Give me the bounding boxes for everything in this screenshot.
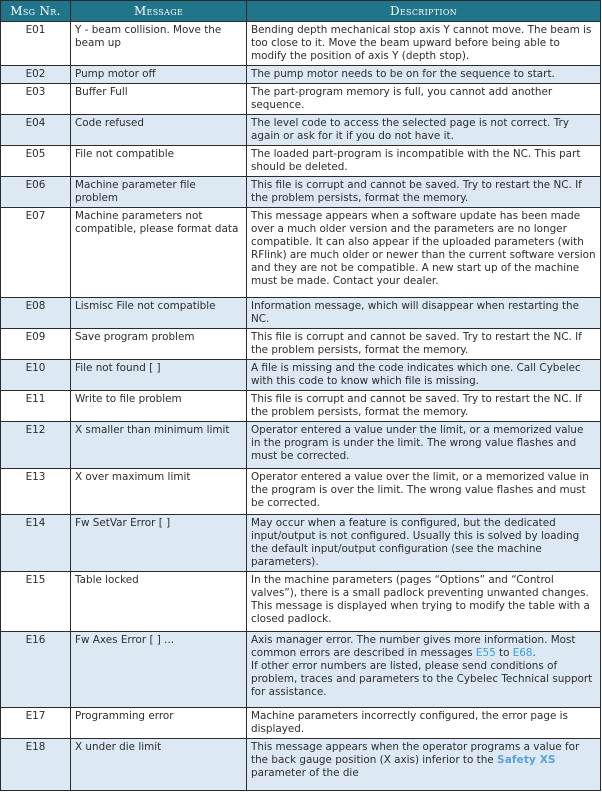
- row-code: E12: [1, 422, 71, 469]
- row-description: Information message, which will disappear when restarting the NC.: [247, 298, 601, 329]
- row-description-text: If other error numbers are listed, please send conditions of problem, traces and parameters to the Cybelec Technical support for assistance.: [251, 660, 593, 698]
- row-code: E10: [1, 360, 71, 391]
- table-row: [1, 469, 601, 515]
- row-description: A file is missing and the code indicates which one. Call Cybelec with this code to know which file is missing.: [247, 360, 601, 391]
- row-message: X over maximum limit: [71, 469, 247, 515]
- row-message: Table locked: [71, 572, 247, 632]
- row-code: E15: [1, 572, 71, 632]
- row-description: Bending depth mechanical stop axis Y cannot move. The beam is too close to it. Move the beam upward before being able to modify the position of axis Y (depth stop).: [247, 22, 601, 66]
- row-message: Y - beam collision. Move the beam up: [71, 22, 247, 66]
- header-msg-nr: Msg Nr.: [1, 1, 71, 22]
- row-code: E04: [1, 115, 71, 146]
- row-code: E18: [1, 739, 71, 791]
- row-description-text: .: [532, 647, 536, 659]
- row-description: This file is corrupt and cannot be saved. Try to restart the NC. If the problem persists, format the memory.: [247, 329, 601, 360]
- table-row: [1, 115, 601, 146]
- row-message: File not found [ ]: [71, 360, 247, 391]
- row-message: Fw SetVar Error [ ]: [71, 515, 247, 572]
- row-description-text: Axis manager error. The number gives more information. Most common errors are described in messages: [251, 634, 576, 659]
- table-row: [1, 422, 601, 469]
- row-description-text: This message appears when the operator programs a value for the back gauge position (X axis) inferior to the: [251, 741, 580, 766]
- row-code: E09: [1, 329, 71, 360]
- row-code: E03: [1, 84, 71, 115]
- table-row: [1, 515, 601, 572]
- table-row: [1, 739, 601, 791]
- header-description: Description: [247, 1, 601, 22]
- row-message: Write to file problem: [71, 391, 247, 422]
- table-row: [1, 298, 601, 329]
- row-code: E13: [1, 469, 71, 515]
- row-message: Programming error: [71, 708, 247, 739]
- table-row: [1, 146, 601, 177]
- row-description: Operator entered a value under the limit, or a memorized value in the program is under the limit. The wrong value flashes and must be corrected.: [247, 422, 601, 469]
- row-code: E11: [1, 391, 71, 422]
- row-code: E05: [1, 146, 71, 177]
- table-row: [1, 22, 601, 66]
- table-row: [1, 177, 601, 208]
- row-message: X smaller than minimum limit: [71, 422, 247, 469]
- row-message: Fw Axes Error [ ] ...: [71, 632, 247, 708]
- table-row: [1, 84, 601, 115]
- row-code: E01: [1, 22, 71, 66]
- row-description-text: parameter of the die: [251, 767, 359, 779]
- row-code: E06: [1, 177, 71, 208]
- table-row: [1, 708, 601, 739]
- row-code: E02: [1, 66, 71, 84]
- row-code: E07: [1, 208, 71, 298]
- row-message: Machine parameter file problem: [71, 177, 247, 208]
- row-description: [247, 739, 601, 791]
- row-description: The level code to access the selected page is not correct. Try again or ask for it if you do not have it.: [247, 115, 601, 146]
- row-description: The part-program memory is full, you cannot add another sequence.: [247, 84, 601, 115]
- table-row: [1, 572, 601, 632]
- row-code: E17: [1, 708, 71, 739]
- row-message: X under die limit: [71, 739, 247, 791]
- row-description: [247, 632, 601, 708]
- link-e68[interactable]: E68: [512, 647, 533, 659]
- table-row: [1, 66, 601, 84]
- row-message: Buffer Full: [71, 84, 247, 115]
- row-message: Code refused: [71, 115, 247, 146]
- row-message: Machine parameters not compatible, please format data: [71, 208, 247, 298]
- row-description: The pump motor needs to be on for the sequence to start.: [247, 66, 601, 84]
- row-description: May occur when a feature is configured, but the dedicated input/output is not configured. Usually this is solved by loading the default input/output configuration (see the machine parameters).: [247, 515, 601, 572]
- row-description: In the machine parameters (pages “Options” and “Control valves”), there is a small padlock preventing unwanted changes. This message is displayed when trying to modify the table with a closed padlock.: [247, 572, 601, 632]
- table-row: [1, 360, 601, 391]
- table-row: [1, 391, 601, 422]
- header-message: Message: [71, 1, 247, 22]
- header-row: [1, 1, 601, 22]
- row-message: Lismisc File not compatible: [71, 298, 247, 329]
- row-message: Save program problem: [71, 329, 247, 360]
- table-row: [1, 632, 601, 708]
- row-description: Operator entered a value over the limit, or a memorized value in the program is over the limit. The wrong value flashes and must be corrected.: [247, 469, 601, 515]
- row-code: E16: [1, 632, 71, 708]
- row-description: The loaded part-program is incompatible with the NC. This part should be deleted.: [247, 146, 601, 177]
- table-body: [1, 22, 601, 791]
- link-e55[interactable]: E55: [475, 647, 496, 659]
- table-header: [1, 1, 601, 22]
- row-description: This file is corrupt and cannot be saved. Try to restart the NC. If the problem persists, format the memory.: [247, 177, 601, 208]
- row-description: This file is corrupt and cannot be saved. Try to restart the NC. If the problem persists, format the memory.: [247, 391, 601, 422]
- row-code: E14: [1, 515, 71, 572]
- safety-xs-term: Safety XS: [497, 754, 556, 766]
- row-description: This message appears when a software update has been made over a much older version and the parameters are no longer compatible. It can also appear if the uploaded parameters (with RFlink) are much older or newer than the current software version and they are not be compatible. A new start up of the machine must be made. Contact your dealer.: [247, 208, 601, 298]
- row-message: File not compatible: [71, 146, 247, 177]
- table-row: [1, 329, 601, 360]
- table-row: [1, 208, 601, 298]
- row-description: Machine parameters incorrectly configured, the error page is displayed.: [247, 708, 601, 739]
- row-code: E08: [1, 298, 71, 329]
- row-description-text: to: [495, 647, 513, 659]
- row-message: Pump motor off: [71, 66, 247, 84]
